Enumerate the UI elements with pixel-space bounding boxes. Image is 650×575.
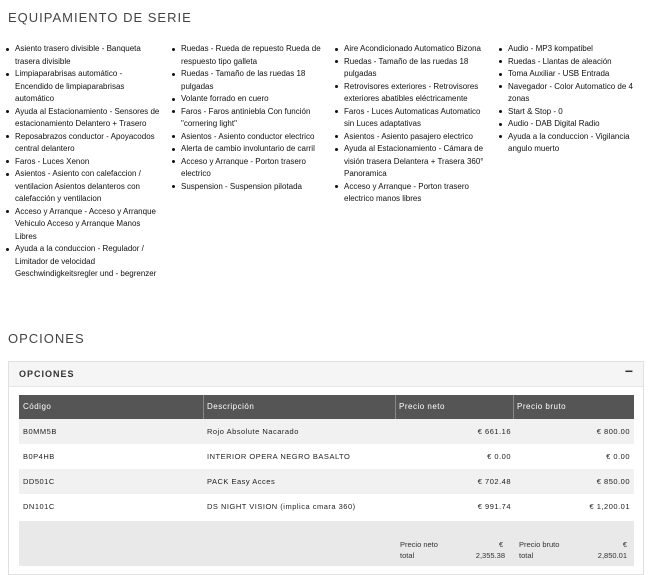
cell-codigo: DD501C — [23, 477, 55, 486]
opciones-panel-header[interactable] — [9, 362, 643, 387]
equipamiento-column-3 — [335, 43, 485, 206]
header-descripcion: Descripción — [207, 402, 255, 411]
cell-codigo: DN101C — [23, 502, 55, 511]
collapse-minus-icon[interactable]: − — [624, 363, 633, 379]
equipamiento-item: Ruedas - Tamaño de las ruedas 18 pulgadas — [172, 68, 322, 93]
equipamiento-item: Ruedas - Rueda de repuesto Rueda de respuesto tipo galleta — [172, 43, 322, 68]
equipamiento-item: Asientos - Asiento pasajero electrico — [335, 131, 485, 144]
equipamiento-title: EQUIPAMIENTO DE SERIE — [8, 10, 192, 25]
header-divider — [203, 395, 204, 419]
cell-precio-neto: € 702.48 — [477, 477, 511, 486]
equipamiento-item: Ruedas - Tamaño de las ruedas 18 pulgadas — [335, 56, 485, 81]
totals-row — [19, 521, 634, 566]
total-neto-label-2: total — [400, 551, 415, 560]
total-bruto-label: Precio bruto — [519, 540, 560, 549]
cell-precio-bruto: € 850.00 — [596, 477, 630, 486]
equipamiento-column-1 — [6, 43, 162, 281]
cell-codigo: B0MM5B — [23, 427, 57, 436]
total-bruto-currency: € — [622, 540, 627, 549]
equipamiento-item: Audio - MP3 kompatibel — [499, 43, 644, 56]
total-neto-label: Precio neto — [400, 540, 438, 549]
equipamiento-item: Faros - Faros antiniebla Con función "cornering light" — [172, 106, 322, 131]
cell-precio-bruto: € 1,200.01 — [589, 502, 630, 511]
equipamiento-item: Ruedas - Llantas de aleación — [499, 56, 644, 69]
header-precio-bruto: Precio bruto — [517, 402, 567, 411]
equipamiento-item: Reposabrazos conductor - Apoyacodos central delantero — [6, 131, 162, 156]
equipamiento-item: Limpiaparabrisas automático - Encendido de limpiaparabrisas automático — [6, 68, 162, 106]
equipamiento-item: Ayuda al Estacionamiento - Sensores de estacionamiento Delantero + Trasero — [6, 106, 162, 131]
equipamiento-item: Ayuda a la conduccion - Regulador / Limitador de velocidad Geschwindigkeitsregler und - begrenzer — [6, 243, 162, 281]
equipamiento-column-4 — [499, 43, 644, 156]
cell-precio-neto: € 0.00 — [487, 452, 511, 461]
table-row — [19, 444, 634, 469]
total-neto-currency: € — [499, 540, 504, 549]
equipamiento-item: Start & Stop - 0 — [499, 106, 644, 119]
opciones-panel-title: OPCIONES — [19, 369, 75, 379]
cell-precio-neto: € 661.16 — [477, 427, 511, 436]
equipamiento-item: Faros - Luces Automaticas Automatico sin Luces adaptativas — [335, 106, 485, 131]
equipamiento-item: Audio - DAB Digital Radio — [499, 118, 644, 131]
equipamiento-item: Acceso y Arranque - Porton trasero electrico manos libres — [335, 181, 485, 206]
total-neto-value: 2,355.38 — [475, 551, 505, 560]
cell-descripcion: Rojo Absolute Nacarado — [207, 427, 299, 436]
equipamiento-item: Asientos - Asiento con calefaccion / ventilacion Asientos delanteros con calefacción y ventilacion — [6, 168, 162, 206]
table-row — [19, 419, 634, 444]
equipamiento-item: Acceso y Arranque - Porton trasero electrico — [172, 156, 322, 181]
cell-descripcion: DS NIGHT VISION (implica cmara 360) — [207, 502, 356, 511]
header-codigo: Código — [23, 402, 52, 411]
equipamiento-item: Suspension - Suspension pilotada — [172, 181, 322, 194]
opciones-section-title: OPCIONES — [8, 331, 85, 346]
opciones-panel — [8, 361, 644, 575]
equipamiento-item: Aire Acondicionado Automatico Bizona — [335, 43, 485, 56]
header-precio-neto: Precio neto — [399, 402, 445, 411]
equipamiento-item: Retrovisores exteriores - Retrovisores exteriores abatibles eléctricamente — [335, 81, 485, 106]
total-bruto-value: 2,850.01 — [597, 551, 627, 560]
cell-descripcion: INTERIOR OPERA NEGRO BASALTO — [207, 452, 351, 461]
cell-codigo: B0P4HB — [23, 452, 55, 461]
equipamiento-item: Navegador - Color Automatico de 4 zonas — [499, 81, 644, 106]
cell-precio-bruto: € 0.00 — [606, 452, 630, 461]
equipamiento-item: Toma Auxiliar - USB Entrada — [499, 68, 644, 81]
cell-precio-bruto: € 800.00 — [596, 427, 630, 436]
equipamiento-item: Faros - Luces Xenon — [6, 156, 162, 169]
equipamiento-item: Alerta de cambio involuntario de carril — [172, 143, 322, 156]
header-divider — [513, 395, 514, 419]
equipamiento-column-2 — [172, 43, 322, 193]
table-row — [19, 494, 634, 519]
opciones-table — [19, 395, 634, 519]
equipamiento-item: Ayuda a la conduccion - Vigilancia angulo muerto — [499, 131, 644, 156]
table-header-row — [19, 395, 634, 419]
equipamiento-item: Volante forrado en cuero — [172, 93, 322, 106]
equipamiento-item: Asiento trasero divisible - Banqueta trasera divisible — [6, 43, 162, 68]
total-bruto-label-2: total — [519, 551, 534, 560]
header-divider — [395, 395, 396, 419]
equipamiento-item: Asientos - Asiento conductor electrico — [172, 131, 322, 144]
cell-precio-neto: € 991.74 — [477, 502, 511, 511]
cell-descripcion: PACK Easy Acces — [207, 477, 276, 486]
table-row — [19, 469, 634, 494]
equipamiento-item: Ayuda al Estacionamiento - Cámara de visión trasera Delantera + Trasera 360° Panoramica — [335, 143, 485, 181]
equipamiento-item: Acceso y Arranque - Acceso y Arranque Vehiculo Acceso y Arranque Manos Libres — [6, 206, 162, 244]
